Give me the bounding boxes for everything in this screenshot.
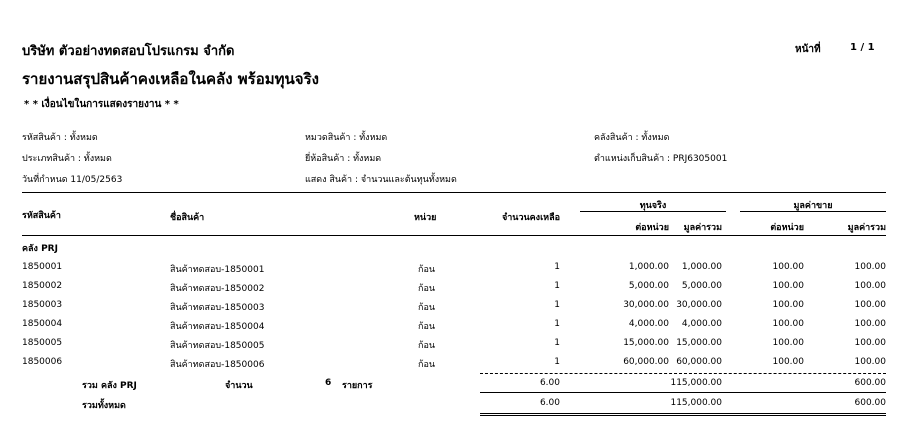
col-qty-header: จำนวนคงเหลือ (501, 213, 560, 223)
grand-total-qty: 6.00 (539, 398, 560, 408)
filter-brand: ยี่ห้อสินค้า : ทั้งหมด (305, 154, 382, 164)
row-sale-unit: 100.00 (772, 338, 804, 348)
row-cost-unit: 60,000.00 (623, 357, 669, 367)
row-cost-unit: 30,000.00 (623, 300, 669, 310)
row-product-name: สินค้าทดสอบ-1850002 (170, 284, 265, 294)
filter-warehouse: คลังสินค้า : ทั้งหมด (594, 133, 670, 143)
row-unit: ก้อน (418, 360, 436, 370)
row-qty: 1 (554, 319, 560, 329)
row-cost-total: 30,000.00 (676, 300, 722, 310)
page-label: หน้าที่ (795, 44, 821, 55)
grand-total-sale-total: 600.00 (854, 398, 886, 408)
row-sale-total: 100.00 (854, 300, 886, 310)
row-product-name: สินค้าทดสอบ-1850006 (170, 360, 265, 370)
header-bottom-rule (22, 235, 886, 236)
row-sale-total: 100.00 (854, 319, 886, 329)
row-product-name: สินค้าทดสอบ-1850005 (170, 341, 265, 351)
row-sale-unit: 100.00 (772, 319, 804, 329)
row-cost-total: 15,000.00 (676, 338, 722, 348)
row-qty: 1 (554, 338, 560, 348)
row-qty: 1 (554, 262, 560, 272)
col-cost-total-header: มูลค่ารวม (683, 223, 722, 233)
row-unit: ก้อน (418, 284, 436, 294)
row-sale-total: 100.00 (854, 281, 886, 291)
row-unit: ก้อน (418, 265, 436, 275)
row-product-name: สินค้าทดสอบ-1850004 (170, 322, 265, 332)
filter-product-category: หมวดสินค้า : ทั้งหมด (305, 133, 388, 143)
row-product-code: 1850001 (22, 262, 63, 272)
header-top-rule (22, 192, 886, 193)
company-name: บริษัท ตัวอย่างทดสอบโปรแกรม จำกัด (22, 44, 235, 59)
filter-due-date: วันที่กำหนด 11/05/2563 (22, 175, 123, 185)
col-sale-unit-header: ต่อหน่วย (770, 223, 804, 233)
subtotal-label: รวม คลัง PRJ (82, 381, 137, 391)
col-name-header: ชื่อสินค้า (170, 213, 205, 223)
row-sale-unit: 100.00 (772, 357, 804, 367)
row-sale-unit: 100.00 (772, 281, 804, 291)
col-code-header: รหัสสินค้า (22, 211, 61, 221)
col-sale-total-header: มูลค่ารวม (847, 223, 886, 233)
grand-total-double-rule (480, 413, 886, 416)
row-qty: 1 (554, 357, 560, 367)
row-cost-unit: 15,000.00 (623, 338, 669, 348)
filter-location: ตำแหน่งเก็บสินค้า : PRJ6305001 (594, 154, 728, 164)
page-number: 1 / 1 (850, 42, 875, 53)
row-product-code: 1850002 (22, 281, 63, 291)
row-cost-total: 1,000.00 (681, 262, 722, 272)
row-cost-unit: 5,000.00 (628, 281, 669, 291)
row-sale-total: 100.00 (854, 262, 886, 272)
row-cost-total: 60,000.00 (676, 357, 722, 367)
row-cost-total: 5,000.00 (681, 281, 722, 291)
row-product-code: 1850004 (22, 319, 63, 329)
filter-show: แสดง สินค้า : จำนวนและต้นทุนทั้งหมด (305, 175, 457, 185)
row-product-code: 1850005 (22, 338, 63, 348)
row-sale-unit: 100.00 (772, 300, 804, 310)
subtotal-sale-total: 600.00 (854, 378, 886, 388)
row-sale-total: 100.00 (854, 338, 886, 348)
row-sale-unit: 100.00 (772, 262, 804, 272)
row-product-code: 1850003 (22, 300, 63, 310)
col-cost-unit-header: ต่อหน่วย (635, 223, 669, 233)
subtotal-items-label: รายการ (342, 381, 373, 391)
row-product-name: สินค้าทดสอบ-1850001 (170, 265, 265, 275)
subtotal-bottom-rule (480, 392, 886, 393)
row-cost-unit: 4,000.00 (628, 319, 669, 329)
row-product-name: สินค้าทดสอบ-1850003 (170, 303, 265, 313)
row-cost-unit: 1,000.00 (628, 262, 669, 272)
row-cost-total: 4,000.00 (681, 319, 722, 329)
condition-heading: * * เงื่อนไขในการแสดงรายงาน * * (24, 99, 179, 110)
report-title: รายงานสรุปสินค้าคงเหลือในคลัง พร้อมทุนจริง (22, 70, 319, 88)
col-unit-header: หน่วย (414, 213, 437, 223)
col-real-cost-header: ทุนจริง (639, 201, 667, 211)
row-sale-total: 100.00 (854, 357, 886, 367)
grand-total-label: รวมทั้งหมด (82, 401, 126, 411)
warehouse-group-label: คลัง PRJ (22, 244, 58, 254)
filter-product-type: ประเภทสินค้า : ทั้งหมด (22, 154, 112, 164)
subtotal-dashed-rule (480, 373, 886, 374)
subtotal-qty: 6.00 (539, 378, 560, 388)
row-unit: ก้อน (418, 303, 436, 313)
row-product-code: 1850006 (22, 357, 63, 367)
row-unit: ก้อน (418, 341, 436, 351)
row-qty: 1 (554, 300, 560, 310)
subtotal-count-label: จำนวน (225, 381, 253, 391)
subtotal-cost-total: 115,000.00 (670, 378, 722, 388)
row-unit: ก้อน (418, 322, 436, 332)
subtotal-count: 6 (325, 378, 332, 388)
grand-total-cost-total: 115,000.00 (670, 398, 722, 408)
row-qty: 1 (554, 281, 560, 291)
filter-product-code: รหัสสินค้า : ทั้งหมด (22, 133, 98, 143)
col-sale-value-header: มูลค่าขาย (793, 201, 833, 211)
